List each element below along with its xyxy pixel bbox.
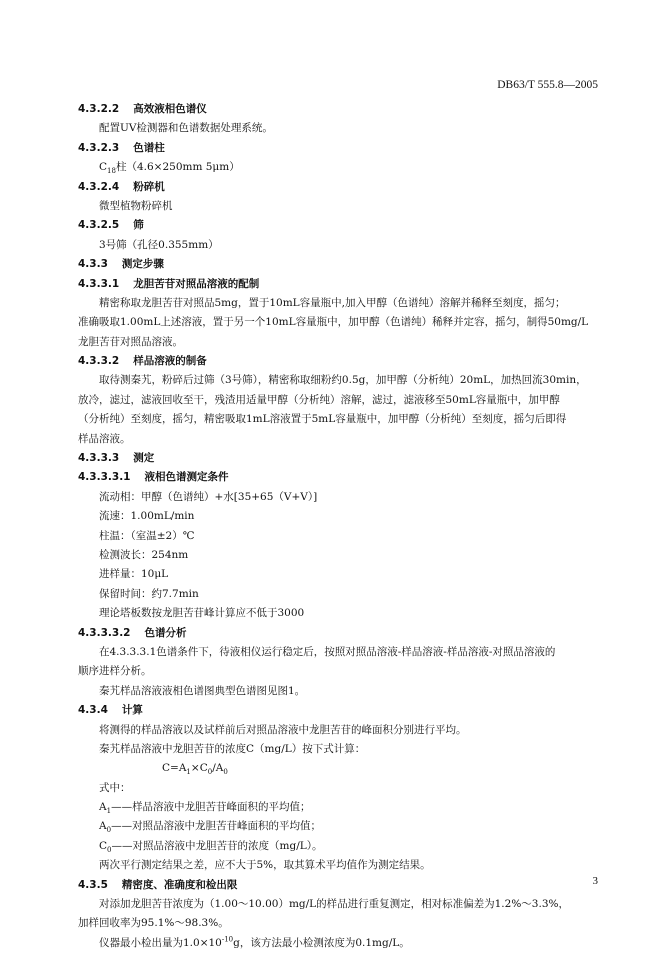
paragraph-line: 柱温：（室温±2）℃: [99, 529, 195, 542]
section-title: 液相色谱测定条件: [144, 471, 229, 484]
section-number: 4.3.2.5: [78, 219, 120, 232]
column-subscript: 18: [107, 167, 116, 176]
variable-subscript: 1: [106, 807, 112, 816]
paragraph-line: 理论塔板数按龙胆苦苷峰计算应不低于3000: [99, 607, 305, 620]
variable-description: ——样品溶液中龙胆苦苷峰面积的平均值；: [111, 801, 311, 814]
section-heading: [78, 701, 598, 720]
section-heading: [78, 100, 598, 119]
section-title: 筛: [133, 219, 144, 232]
paragraph-line: 配置UV检测器和色谱数据处理系统。: [99, 122, 273, 135]
variable-definition: [78, 817, 598, 836]
section-title: 样品溶液的制备: [133, 355, 207, 368]
section-title: 计算: [121, 704, 143, 717]
paragraph-line: （分析纯）至刻度，摇匀，精密吸取1mL溶液置于5mL容量瓶中，加甲醇（分析纯）至刻度，摇匀后即得: [78, 413, 567, 426]
text-before: 仪器最小检出量为1.0×10: [99, 936, 222, 949]
paragraph-line: 进样量：10μL: [99, 568, 169, 581]
section-number: 4.3.3.3: [78, 452, 120, 465]
paragraph-line: 式中：: [99, 781, 131, 794]
section-heading: [78, 275, 598, 294]
variable-symbol: A: [99, 820, 107, 833]
paragraph-line: 顺序进样分析。: [78, 665, 152, 678]
section-heading: [78, 178, 598, 197]
variable-description: ——对照品溶液中龙胆苦苷的浓度（mg/L）。: [111, 839, 323, 852]
column-spec-line: [78, 158, 598, 177]
document-body: [78, 100, 598, 953]
variable-subscript: 0: [106, 826, 112, 835]
paragraph-line: 3号筛（孔径0.355mm）: [99, 238, 219, 251]
section-number: 4.3.3: [78, 258, 108, 271]
variable-subscript: 0: [107, 845, 112, 854]
section-title: 色谱分析: [144, 626, 187, 639]
paragraph-line: 微型植物粉碎机: [99, 199, 173, 212]
paragraph-line: 将测得的样品溶液以及试样前后对照品溶液中龙胆苦苷的峰面积分别进行平均。: [99, 723, 467, 736]
section-heading: [78, 468, 598, 487]
text-after: g，该方法最小检测浓度为0.1mg/L。: [233, 936, 410, 949]
section-title: 测定步骤: [121, 258, 164, 271]
paragraph-line: 加样回收率为95.1%～98.3%。: [78, 917, 229, 930]
section-heading: [78, 876, 598, 895]
section-number: 4.3.5: [78, 878, 108, 891]
paragraph-line: 样品溶液。: [78, 432, 131, 445]
section-title: 粉碎机: [133, 180, 165, 193]
paragraph-line: 取待测秦艽，粉碎后过筛（3号筛），精密称取细粉约0.5g，加甲醇（分析纯）20mL，加热回流30min，: [99, 374, 587, 387]
variable-description: ——对照品溶液中龙胆苦苷峰面积的平均值；: [111, 820, 322, 833]
paragraph-line: 流速：1.00mL/min: [99, 510, 195, 523]
paragraph-line: 秦艽样品溶液中龙胆苦苷的浓度C（mg/L）按下式计算：: [99, 742, 366, 755]
section-number: 4.3.4: [78, 704, 108, 717]
section-title: 测定: [133, 452, 155, 465]
paragraph-line: 龙胆苦苷对照品溶液。: [78, 335, 183, 348]
paragraph-line: 保留时间：约7.7min: [99, 587, 199, 600]
section-number: 4.3.2.4: [78, 180, 120, 193]
formula: [78, 759, 598, 778]
section-heading: [78, 216, 598, 235]
section-number: 4.3.3.1: [78, 277, 120, 290]
paragraph-line: 对添加龙胆苦苷浓度为（1.00～10.00）mg/L的样品进行重复测定，相对标准偏差为1.2%～3.3%，: [99, 898, 569, 911]
formula-rendered: $C=A_1\times C_0/A_0$: [162, 762, 228, 777]
paragraph-line: 秦艽样品溶液液相色谱图典型色谱图见图1。: [99, 684, 306, 697]
variable-symbol: A: [99, 801, 107, 814]
section-heading: [78, 352, 598, 371]
section-title: 高效液相色谱仪: [133, 103, 207, 115]
section-title: 精密度、准确度和检出限: [121, 878, 238, 891]
exponent: -10: [221, 935, 234, 944]
section-title: 色谱柱: [133, 141, 165, 154]
section-heading: [78, 139, 598, 158]
variable-symbol: C: [99, 839, 108, 852]
paragraph-line: 两次平行测定结果之差，应不大于5%，取其算术平均值作为测定结果。: [99, 859, 431, 872]
paragraph-line: 精密称取龙胆苦苷对照品5mg，置于10mL容量瓶中,加入甲醇（色谱纯）溶解并稀释至刻度，摇匀；: [99, 296, 566, 309]
section-number: 4.3.3.3.2: [78, 626, 131, 639]
paragraph-line: [78, 934, 598, 953]
standard-number: DB63/T 555.8—2005: [497, 79, 598, 91]
section-number: 4.3.3.2: [78, 355, 120, 368]
section-number: 4.3.2.2: [78, 103, 120, 115]
column-prefix: C: [99, 161, 108, 174]
variable-definition: [78, 798, 598, 817]
section-number: 4.3.2.3: [78, 141, 120, 154]
paragraph-line: 流动相：甲醇（色谱纯）+水[35+65（V+V）]: [99, 490, 318, 503]
paragraph-line: 放冷，滤过，滤液回收至干，残渣用适量甲醇（分析纯）溶解，滤过，滤液移至50mL容量瓶中，加甲醇: [78, 393, 560, 406]
section-heading: [78, 624, 598, 643]
paragraph-line: 检测波长：254nm: [99, 548, 189, 561]
variable-definition: [78, 837, 598, 856]
column-spec: 柱（4.6×250mm 5μm）: [115, 161, 240, 174]
page-number: 3: [592, 875, 598, 887]
section-heading: [78, 449, 598, 468]
paragraph-line: 准确吸取1.00mL上述溶液，置于另一个10mL容量瓶中，加甲醇（色谱纯）稀释并定容，摇匀，制得50mg/L: [78, 316, 589, 329]
section-number: 4.3.3.3.1: [78, 471, 131, 484]
section-title: 龙胆苦苷对照品溶液的配制: [133, 277, 260, 290]
paragraph-line: 在4.3.3.3.1色谱条件下，待液相仪运行稳定后，按照对照品溶液-样品溶液-样品溶液-对照品溶液的: [99, 645, 556, 658]
section-heading: [78, 255, 598, 274]
